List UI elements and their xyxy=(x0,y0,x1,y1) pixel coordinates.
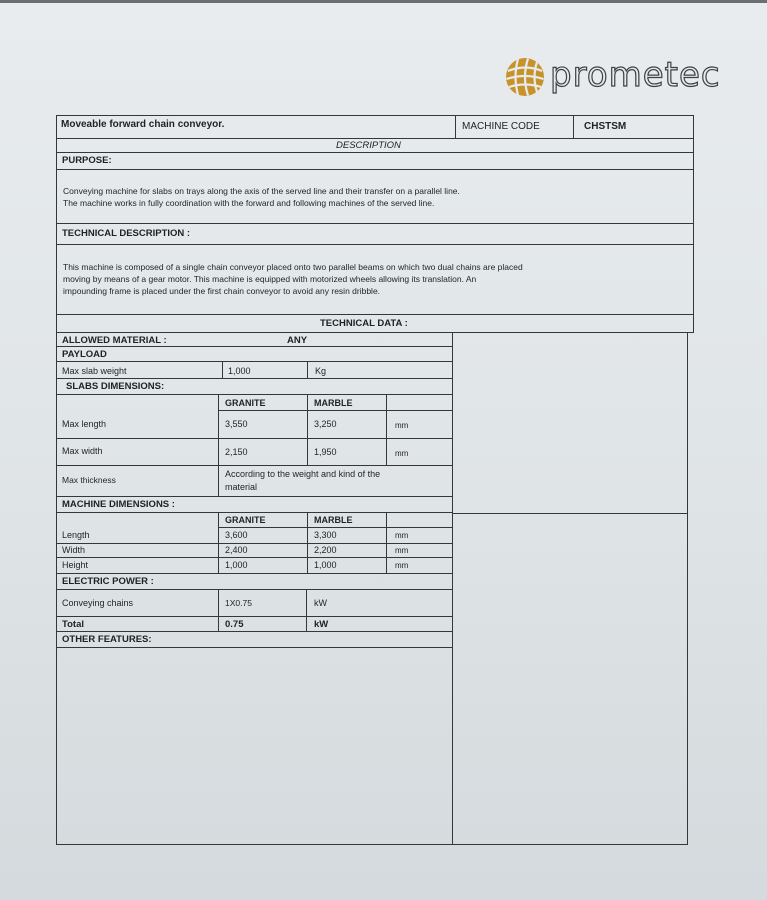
height-unit: mm xyxy=(395,561,409,570)
max-thickness-label: Max thickness xyxy=(62,475,116,485)
conveying-chains-value: 1X0.75 xyxy=(225,598,252,608)
machine-title: Moveable forward chain conveyor. xyxy=(61,119,225,130)
max-thickness-separator xyxy=(218,466,219,497)
slabs-marble-header: MARBLE xyxy=(314,398,353,408)
width-granite: 2,400 xyxy=(225,545,248,555)
max-slab-weight-label: Max slab weight xyxy=(62,366,127,376)
purpose-line-1: Conveying machine for slabs on trays along the axis of the served line and their transfer on a parallel line. xyxy=(63,186,460,196)
total-label: Total xyxy=(62,619,84,630)
conveying-chains-unit: kW xyxy=(314,598,327,608)
right-column-divider xyxy=(453,513,688,514)
machine-marble-header: MARBLE xyxy=(314,515,353,525)
max-slab-weight-unit: Kg xyxy=(315,366,327,376)
machine-granite-header: GRANITE xyxy=(225,515,266,525)
purpose-header-row xyxy=(56,153,694,170)
total-unit: kW xyxy=(314,619,329,630)
max-width-label: Max width xyxy=(62,446,103,456)
length-granite: 3,600 xyxy=(225,530,248,540)
max-width-separator xyxy=(307,439,308,466)
purpose-label: PURPOSE: xyxy=(62,155,112,166)
machine-code-label: MACHINE CODE xyxy=(462,121,540,132)
technical-description-label: TECHNICAL DESCRIPTION : xyxy=(62,228,191,239)
technical-description-line-1: This machine is composed of a single chain conveyor placed onto two parallel beams on which two dual chains are placed xyxy=(63,262,523,272)
max-length-separator xyxy=(307,411,308,439)
max-width-unit: mm xyxy=(395,449,409,458)
width-marble: 2,200 xyxy=(314,545,337,555)
allowed-material-value: ANY xyxy=(287,335,308,346)
prometec-logo xyxy=(504,56,754,98)
technical-description-line-2: moving by means of a gear motor. This machine is equipped with motorized wheels allowing its translation. An xyxy=(63,274,477,284)
purpose-body xyxy=(56,170,694,224)
technical-description-line-3: impounding frame is placed under the first chain conveyor to avoid any resin dribble. xyxy=(63,286,381,296)
length-label: Length xyxy=(62,530,90,540)
max-length-granite: 3,550 xyxy=(225,419,248,429)
payload-row xyxy=(56,347,453,362)
length-unit: mm xyxy=(395,531,409,540)
brand-name: prometec xyxy=(550,55,721,95)
machine-code-value: CHSTSM xyxy=(584,121,627,132)
payload-label: PAYLOAD xyxy=(62,349,107,360)
purpose-line-2: The machine works in fully coordination with the forward and following machines of the served line. xyxy=(63,198,435,208)
max-thickness-note-2: material xyxy=(225,482,258,492)
allowed-material-label: ALLOWED MATERIAL : xyxy=(62,335,167,346)
top-edge xyxy=(0,0,767,3)
width-label: Width xyxy=(62,545,86,555)
machine-dimensions-row-lines xyxy=(56,543,453,558)
width-unit: mm xyxy=(395,546,409,555)
description-heading: DESCRIPTION xyxy=(336,140,401,151)
max-length-label: Max length xyxy=(62,419,107,429)
max-slab-weight-value: 1,000 xyxy=(228,366,251,376)
slabs-dimensions-label: SLABS DIMENSIONS: xyxy=(66,381,165,392)
conveying-chains-label: Conveying chains xyxy=(62,598,134,608)
technical-data-label: TECHNICAL DATA : xyxy=(320,318,408,329)
height-label: Height xyxy=(62,560,89,570)
max-length-marble: 3,250 xyxy=(314,419,337,429)
height-granite: 1,000 xyxy=(225,560,248,570)
max-thickness-note-1: According to the weight and kind of the xyxy=(225,469,381,479)
total-value: 0.75 xyxy=(225,619,244,630)
max-width-marble: 1,950 xyxy=(314,447,337,457)
electric-power-label: ELECTRIC POWER : xyxy=(62,576,154,587)
max-length-unit: mm xyxy=(395,421,409,430)
slabs-granite-header: GRANITE xyxy=(225,398,266,408)
machine-dimensions-label: MACHINE DIMENSIONS : xyxy=(62,499,175,510)
max-width-granite: 2,150 xyxy=(225,447,248,457)
length-marble: 3,300 xyxy=(314,530,337,540)
other-features-label: OTHER FEATURES: xyxy=(62,634,152,645)
globe-logo-icon xyxy=(504,56,546,98)
height-marble: 1,000 xyxy=(314,560,337,570)
